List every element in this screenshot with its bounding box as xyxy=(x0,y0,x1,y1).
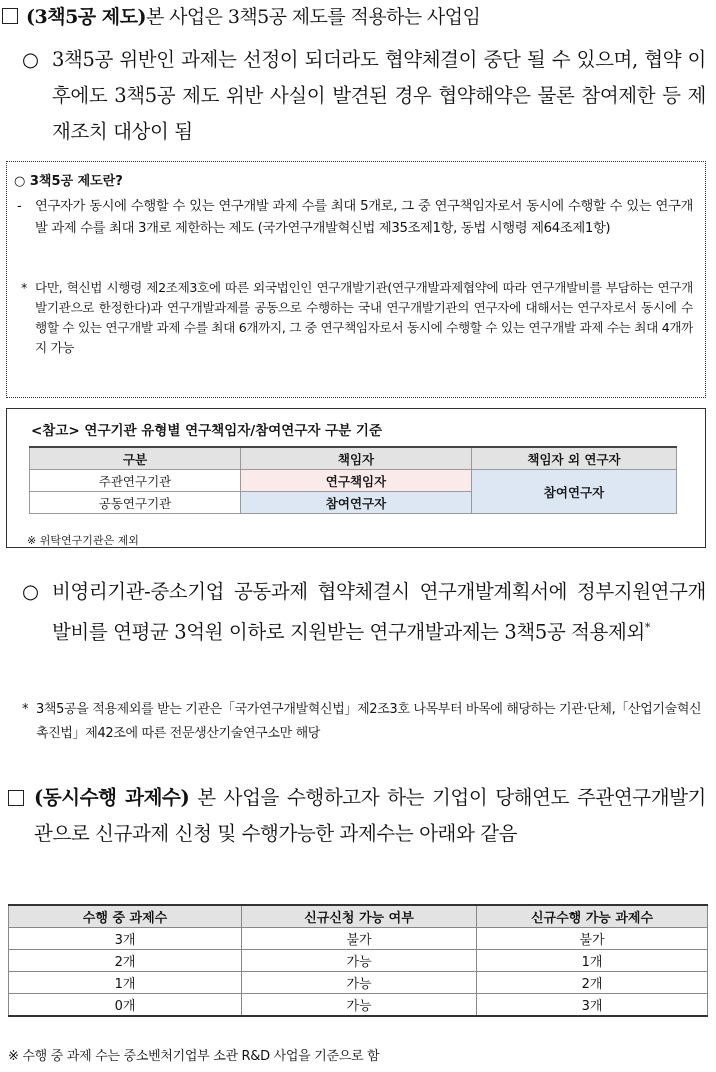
cell: 불가 xyxy=(477,928,708,950)
cell-others: 참여연구자 xyxy=(472,470,677,514)
reference-box xyxy=(6,408,706,548)
cell: 1개 xyxy=(9,972,242,994)
table-footnote: ※ 수행 중 과제 수는 중소벤처기업부 소관 R&D 사업을 기준으로 함 xyxy=(8,1049,380,1064)
reference-title: <참고> 연구기관 유형별 연구책임자/참여연구자 구분 기준 xyxy=(31,423,382,439)
definition-box xyxy=(6,161,706,398)
table-header-row xyxy=(30,447,677,470)
section-heading-3-5 xyxy=(2,2,480,29)
header-cell: 책임자 외 연구자 xyxy=(472,447,677,470)
cell: 3개 xyxy=(9,928,242,950)
reference-footnote: ※ 위탁연구기관은 제외 xyxy=(27,534,139,547)
cell: 가능 xyxy=(242,950,477,972)
exception-text: 다만, 혁신법 시행령 제2조제3호에 따른 외국법인인 연구개발기관(연구개발과제협약에 따라 연구개발비를 부담하는 연구개발기관으로 한정한다)과 연구개발과제를 공동으로 수행하는 국내 연구개발기관의 연구자에 대해서는 연구자로서 동시에 수행할 수 있는 연구개발 과제 수를 최대 6개까지, 그 중 연구책임자로서 동시에 수행할 수 있는 연구개발 과제 수는 최대 4개까지 가능 xyxy=(35,280,693,355)
cell: 가능 xyxy=(242,972,477,994)
header-cell: 구분 xyxy=(30,447,241,470)
superscript-star: * xyxy=(644,621,650,634)
table-row xyxy=(9,950,708,972)
table-row xyxy=(9,972,708,994)
exemption-paragraph xyxy=(22,574,706,684)
footnote-star: * xyxy=(22,702,29,717)
cell: 2개 xyxy=(9,950,242,972)
bullet-circle: ○ xyxy=(22,580,39,603)
cell: 0개 xyxy=(9,994,242,1017)
exemption-footnote: 3책5공을 적용제외를 받는 기관은「국가연구개발혁신법」제2조3호 나목부터 바목에 해당하는 기관·단체,「산업기술혁신 촉진법」제42조에 따른 전문생산기술연구소만 해당 xyxy=(36,702,702,741)
cell: 3개 xyxy=(477,994,708,1017)
table-row xyxy=(30,470,677,492)
paragraph-text: 3책5공 위반인 과제는 선정이 되더라도 협약체결이 중단 될 수 있으며, 협약 이후에도 3책5공 제도 위반 사실이 발견된 경우 협약해약은 물론 참여제한 등 제재조치 대상이 됨 xyxy=(52,48,706,143)
heading-bold: (동시수행 과제수) xyxy=(34,786,190,809)
definition-text: 연구자가 동시에 수행할 수 있는 연구개발 과제 수를 최대 5개로, 그 중 연구책임자로서 동시에 수행할 수 있는 연구개발 과제 수를 최대 3개로 제한하는 제도 (국가연구개발혁신법 제35조제1항, 동법 시행령 제64조제1항) xyxy=(35,199,693,236)
checkbox-square-icon xyxy=(2,8,18,24)
cell-type: 공동연구기관 xyxy=(30,492,241,514)
heading-text: 본 사업을 수행하고자 하는 기업이 당해연도 주관연구개발기관으로 신규과제 신청 및 수행가능한 과제수는 아래와 같음 xyxy=(34,786,706,845)
dash-marker: - xyxy=(17,199,22,214)
table-header-row xyxy=(9,905,708,928)
cell: 불가 xyxy=(242,928,477,950)
concurrent-tasks-section xyxy=(8,780,706,890)
cell: 1개 xyxy=(477,950,708,972)
section3-text xyxy=(34,780,706,852)
table-row xyxy=(9,994,708,1017)
rule-violation-paragraph xyxy=(22,42,706,152)
header-cell: 책임자 xyxy=(241,447,472,470)
definition-title: ○ 3책5공 제도란? xyxy=(14,174,123,189)
concurrent-tasks-table xyxy=(8,904,708,1017)
heading-bold: (3책5공 제도) xyxy=(26,6,146,28)
table-row xyxy=(9,928,708,950)
star-marker: * xyxy=(21,280,27,295)
header-cell: 신규신청 가능 여부 xyxy=(242,905,477,928)
paragraph-text xyxy=(52,574,706,651)
cell-type: 주관연구기관 xyxy=(30,470,241,492)
cell: 2개 xyxy=(477,972,708,994)
cell-lead: 연구책임자 xyxy=(241,470,472,492)
heading-text: 본 사업은 3책5공 제도를 적용하는 사업임 xyxy=(145,6,481,28)
header-cell: 수행 중 과제수 xyxy=(9,905,242,928)
checkbox-square-icon xyxy=(8,790,24,806)
cell-lead: 참여연구자 xyxy=(241,492,472,514)
bullet-circle: ○ xyxy=(22,48,39,71)
paragraph-body: 비영리기관-중소기업 공동과제 협약체결시 연구개발계획서에 정부지원연구개발비를 연평균 3억원 이하로 지원받는 연구개발과제는 3책5공 적용제외 xyxy=(52,580,706,644)
reference-table xyxy=(29,446,677,514)
header-cell: 신규수행 가능 과제수 xyxy=(477,905,708,928)
cell: 가능 xyxy=(242,994,477,1017)
